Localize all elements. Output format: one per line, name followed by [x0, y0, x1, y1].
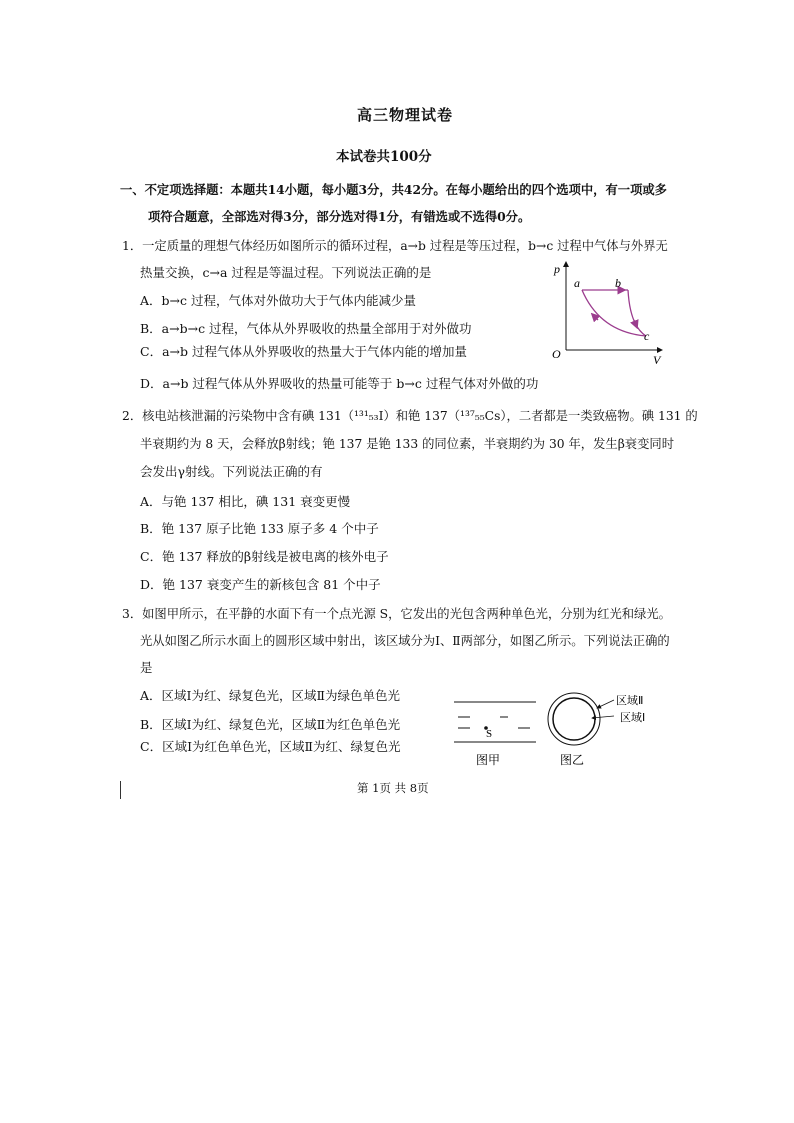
q3-stem-line2: 光从如图乙所示水面上的圆形区域中射出，该区域分为Ⅰ、Ⅱ两部分，如图乙所示。下列说法正确的 — [140, 634, 670, 648]
point-c-label: c — [644, 329, 650, 343]
caption-jia: 图甲 — [476, 753, 501, 767]
q3-stem-line3: 是 — [140, 660, 153, 675]
q1-option-a: A．b→c 过程，气体对外做功大于气体内能减少量 — [140, 293, 416, 308]
process-ca — [582, 290, 646, 336]
q2-stem-line3: 会发出γ射线。下列说法正确的有 — [140, 464, 323, 479]
q2-option-a: A．与铯 137 相比，碘 131 衰变更慢 — [140, 494, 351, 509]
page-number: 第 1页 共 8页 — [357, 781, 429, 795]
v-axis-label: V — [653, 353, 661, 366]
caption-yi: 图乙 — [560, 753, 585, 767]
exam-subtitle: 本试卷共100分 — [336, 149, 432, 165]
q1-pv-diagram — [548, 258, 670, 366]
q2-option-d: D．铯 137 衰变产生的新核包含 81 个中子 — [140, 577, 381, 592]
q3-figure-jia — [450, 690, 550, 770]
region-inner-circle — [553, 698, 595, 740]
q3-stem-line1: 3．如图甲所示，在平静的水面下有一个点光源 S，它发出的光包含两种单色光，分别为红光和绿光。 — [122, 607, 671, 621]
point-b-label: b — [615, 276, 621, 290]
section-instructions-line2: 项符合题意，全部选对得3分，部分选对得1分，有错选或不选得0分。 — [148, 209, 531, 224]
section-instructions-line1: 一、不定项选择题：本题共14小题，每小题3分，共42分。在每小题给出的四个选项中，有一项或多 — [120, 182, 667, 197]
q1-option-b: B．a→b→c 过程，气体从外界吸收的热量全部用于对外做功 — [140, 321, 472, 336]
page-margin-marker — [120, 781, 121, 799]
q3-option-a: A．区域Ⅰ为红、绿复色光，区域Ⅱ为绿色单色光 — [140, 688, 400, 703]
q1-stem-line2: 热量交换，c→a 过程是等温过程。下列说法正确的是 — [140, 265, 432, 280]
q2-stem-line2: 半衰期约为 8 天，会释放β射线；铯 137 是铯 133 的同位素，半衰期约为 30 年，发生β衰变同时 — [140, 437, 674, 451]
q3-option-c: C．区域Ⅰ为红色单色光，区域Ⅱ为红、绿复色光 — [140, 739, 401, 754]
q3-option-b: B．区域Ⅰ为红、绿复色光，区域Ⅱ为红色单色光 — [140, 717, 401, 732]
q2-option-b: B．铯 137 原子比铯 133 原子多 4 个中子 — [140, 521, 379, 536]
q2-option-c: C．铯 137 释放的β射线是被电离的核外电子 — [140, 549, 389, 564]
light-source-label: S — [486, 728, 493, 740]
q1-option-c: C．a→b 过程气体从外界吸收的热量大于气体内能的增加量 — [140, 344, 467, 359]
q3-figure-yi — [540, 688, 690, 772]
region-outer-circle — [548, 693, 600, 745]
region-2-label: 区域Ⅱ — [616, 694, 644, 707]
q1-stem-line1: 1．一定质量的理想气体经历如图所示的循环过程，a→b 过程是等压过程，b→c 过程中气体与外界无 — [122, 239, 668, 253]
q2-stem-line1: 2．核电站核泄漏的污染物中含有碘 131（¹³¹₅₃I）和铯 137（¹³⁷₅₅Cs），二者都是一类致癌物。碘 131 的 — [122, 409, 698, 423]
origin-label: O — [552, 347, 561, 361]
q1-option-d: D．a→b 过程气体从外界吸收的热量可能等于 b→c 过程气体对外做的功 — [140, 376, 539, 391]
exam-title: 高三物理试卷 — [357, 106, 454, 124]
point-a-label: a — [574, 276, 580, 290]
region-1-label: 区域Ⅰ — [620, 711, 646, 724]
p-axis-label: p — [554, 262, 560, 276]
